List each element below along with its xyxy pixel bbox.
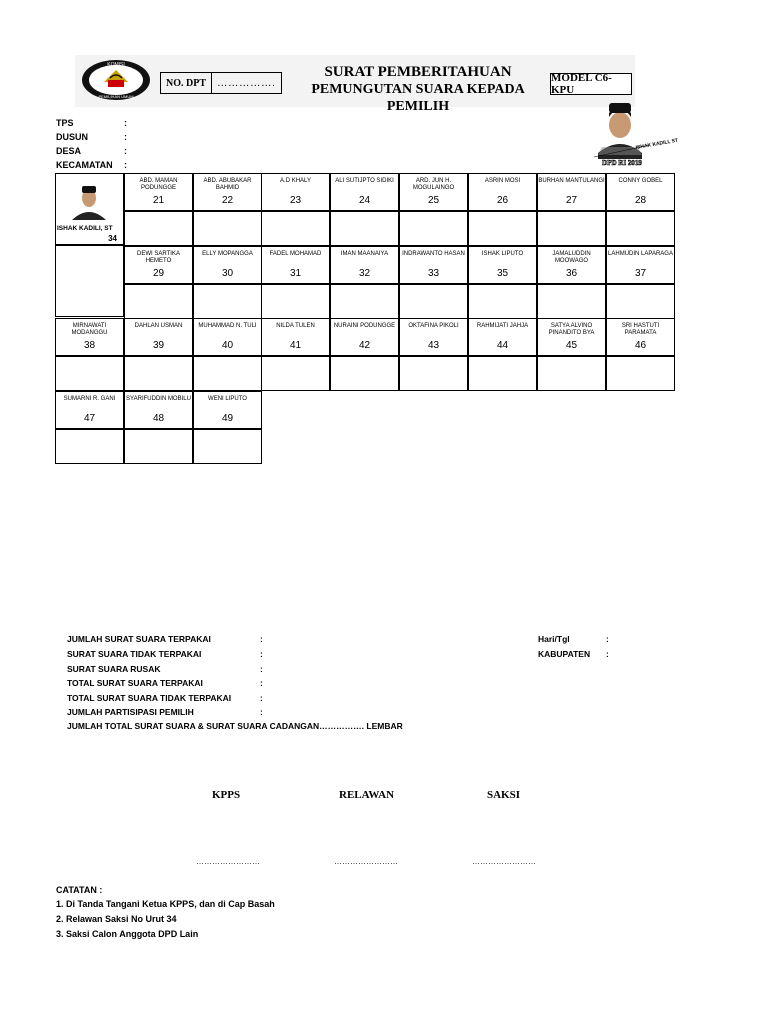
summary-label: JUMLAH PARTISIPASI PEMILIH xyxy=(67,707,194,717)
document-title xyxy=(288,64,548,115)
note-item: 3. Saksi Calon Anggota DPD Lain xyxy=(56,929,199,939)
candidate-vote-cell[interactable] xyxy=(193,429,262,464)
candidate-number: 41 xyxy=(289,340,302,351)
candidate-cell xyxy=(330,318,399,356)
candidate-number: 44 xyxy=(496,340,509,351)
featured-candidate-name: ISHAK KADILI, ST xyxy=(57,225,113,232)
candidate-cell xyxy=(193,173,262,211)
candidate-cell xyxy=(537,318,606,356)
title-line-2: PEMUNGUTAN SUARA KEPADA PEMILIH xyxy=(311,82,525,114)
candidate-name: SUMARNI R. GANI xyxy=(63,396,116,402)
candidate-cell xyxy=(468,318,537,356)
model-label: MODEL C6-KPU xyxy=(550,73,632,95)
notes-title: CATATAN : xyxy=(56,885,103,895)
candidate-vote-cell[interactable] xyxy=(468,356,537,391)
candidate-number: 33 xyxy=(427,268,440,279)
candidate-name: RAHMIJATI JAHJA xyxy=(476,323,529,329)
kabupaten-label: KABUPATEN xyxy=(538,649,591,659)
signature-role-kpps: KPPS xyxy=(212,789,241,801)
portrait-caption: ISHAK KADILI, ST xyxy=(635,137,679,151)
kabupaten-sep: : xyxy=(606,649,609,659)
candidate-vote-cell[interactable] xyxy=(399,356,468,391)
candidate-name: ABD. ABUBAKAR BAHMID xyxy=(203,178,252,191)
info-sep: : xyxy=(124,160,127,170)
candidate-vote-cell[interactable] xyxy=(468,284,537,319)
candidate-vote-cell[interactable] xyxy=(537,284,606,319)
candidate-vote-cell[interactable] xyxy=(537,211,606,246)
candidate-vote-cell[interactable] xyxy=(193,356,262,391)
candidate-name: ARD. JUN H. MOGULAINGO xyxy=(412,178,455,191)
candidate-cell xyxy=(606,246,675,284)
featured-candidate-photo xyxy=(68,180,110,220)
candidate-name: MIRNAWATI MODANGGU xyxy=(71,323,108,336)
note-item: 2. Relawan Saksi No Urut 34 xyxy=(56,914,177,924)
summary-label: SURAT SUARA RUSAK xyxy=(67,664,161,674)
candidate-number: 45 xyxy=(565,340,578,351)
candidate-name: SRI HASTUTI PARAMATA xyxy=(621,323,660,336)
candidate-name: LAHMUDIN LAPARAGA xyxy=(608,251,673,257)
candidate-cell xyxy=(193,318,262,356)
signature-role-saksi: SAKSI xyxy=(487,789,521,801)
candidate-vote-cell[interactable] xyxy=(330,356,399,391)
date-label: Hari/Tgl xyxy=(538,634,570,644)
no-dpt-label: NO. DPT xyxy=(161,73,212,93)
candidate-name: ELLY MOPANGGA xyxy=(202,251,253,257)
summary-sep: : xyxy=(260,664,263,674)
candidate-cell xyxy=(124,173,193,211)
candidate-vote-cell[interactable] xyxy=(193,211,262,246)
candidate-number: 31 xyxy=(289,268,302,279)
candidate-number: 42 xyxy=(358,340,371,351)
info-sep: : xyxy=(124,118,127,128)
featured-candidate-blank-cell xyxy=(55,245,124,317)
candidate-vote-cell[interactable] xyxy=(468,211,537,246)
candidate-cell xyxy=(261,173,330,211)
candidate-vote-cell[interactable] xyxy=(330,211,399,246)
candidate-name: MUHAMMAD N. TULI xyxy=(198,323,257,329)
candidate-number: 37 xyxy=(634,268,647,279)
info-sep: : xyxy=(124,132,127,142)
candidate-number: 23 xyxy=(289,195,302,206)
info-row-tps xyxy=(56,118,127,132)
date-sep: : xyxy=(606,634,609,644)
candidate-number: 21 xyxy=(152,195,165,206)
candidate-name: ALI SUTIJPTO SIDIKI xyxy=(335,178,394,184)
candidate-number: 40 xyxy=(221,340,234,351)
summary-label: JUMLAH SURAT SUARA TERPAKAI xyxy=(67,634,211,644)
candidate-cell xyxy=(124,318,193,356)
candidate-number: 46 xyxy=(634,340,647,351)
candidate-name: ISHAK LIPUTO xyxy=(481,251,524,257)
candidate-name: BURHAN MANTULANGI xyxy=(538,178,605,184)
candidate-vote-cell[interactable] xyxy=(330,284,399,319)
summary-total: JUMLAH TOTAL SURAT SUARA & SURAT SUARA CADANGAN……………. LEMBAR xyxy=(67,721,403,731)
candidate-cell xyxy=(537,246,606,284)
candidate-number: 48 xyxy=(152,413,165,424)
candidate-number: 47 xyxy=(83,413,96,424)
candidate-number: 24 xyxy=(358,195,371,206)
candidate-name: NURAINI PODUNGGE xyxy=(333,323,396,329)
candidate-cell xyxy=(261,318,330,356)
candidate-cell xyxy=(330,246,399,284)
candidate-name: DEWI SARTIKA HEMETO xyxy=(137,251,180,264)
candidate-name: JAMALUDDIN MOOWAGO xyxy=(552,251,591,264)
candidate-number: 35 xyxy=(496,268,509,279)
note-item: 1. Di Tanda Tangani Ketua KPPS, dan di Cap Basah xyxy=(56,899,275,909)
candidate-cell xyxy=(193,246,262,284)
candidate-cell xyxy=(399,246,468,284)
title-line-1: SURAT PEMBERITAHUAN xyxy=(324,64,512,80)
info-label: DUSUN xyxy=(56,132,89,142)
candidate-name: IMAN MAANAIYA xyxy=(340,251,389,257)
summary-sep: : xyxy=(260,693,263,703)
summary-label: TOTAL SURAT SUARA TIDAK TERPAKAI xyxy=(67,693,232,703)
candidate-cell xyxy=(606,318,675,356)
candidate-name: SYARIFUDDIN MOBILU xyxy=(126,396,191,402)
candidate-name: CONNY GOBEL xyxy=(618,178,663,184)
candidate-vote-cell[interactable] xyxy=(55,429,124,464)
candidate-number: 36 xyxy=(565,268,578,279)
candidate-vote-cell[interactable] xyxy=(261,284,330,319)
summary-label: SURAT SUARA TIDAK TERPAKAI xyxy=(67,649,202,659)
summary-sep: : xyxy=(260,678,263,688)
no-dpt-value: ……………. xyxy=(217,77,276,89)
logo-text-top: KOMISI xyxy=(107,62,125,68)
summary-sep: : xyxy=(260,707,263,717)
candidate-vote-cell[interactable] xyxy=(399,211,468,246)
candidate-cell xyxy=(55,391,124,429)
candidate-vote-cell[interactable] xyxy=(124,356,193,391)
candidate-name: ABD. MAMAN PODUNGGE xyxy=(139,178,178,191)
candidate-number: 27 xyxy=(565,195,578,206)
candidate-vote-cell[interactable] xyxy=(124,284,193,319)
candidate-vote-cell[interactable] xyxy=(606,284,675,319)
candidate-vote-cell[interactable] xyxy=(261,211,330,246)
candidate-vote-cell[interactable] xyxy=(606,356,675,391)
featured-candidate-number: 34 xyxy=(108,234,117,243)
candidate-name: A.D KHALY xyxy=(280,178,311,184)
info-row-desa xyxy=(56,146,127,160)
candidate-vote-cell[interactable] xyxy=(399,284,468,319)
candidate-name: WENI LIPUTO xyxy=(208,396,247,402)
candidate-cell xyxy=(468,246,537,284)
candidate-cell xyxy=(124,391,193,429)
info-sep: : xyxy=(124,146,127,156)
candidate-vote-cell[interactable] xyxy=(537,356,606,391)
candidate-vote-cell[interactable] xyxy=(55,356,124,391)
candidate-number: 49 xyxy=(221,413,234,424)
candidate-cell xyxy=(55,318,124,356)
kpu-logo xyxy=(80,58,152,102)
candidate-cell xyxy=(193,391,262,429)
candidate-name: ASRIN MOSI xyxy=(484,178,521,184)
candidate-number: 43 xyxy=(427,340,440,351)
candidate-number: 30 xyxy=(221,268,234,279)
candidate-cell xyxy=(399,173,468,211)
signature-role-relawan: RELAWAN xyxy=(339,789,395,801)
candidate-vote-cell[interactable] xyxy=(606,211,675,246)
candidate-vote-cell[interactable] xyxy=(124,429,193,464)
candidate-cell xyxy=(606,173,675,211)
candidate-vote-cell[interactable] xyxy=(261,356,330,391)
candidate-name: FADEL MOHAMAD xyxy=(269,251,322,257)
candidate-number: 38 xyxy=(83,340,96,351)
no-dpt-box xyxy=(160,72,282,94)
signature-line-relawan: …………………… xyxy=(334,857,398,866)
candidate-cell xyxy=(537,173,606,211)
candidate-cell xyxy=(399,318,468,356)
candidate-number: 28 xyxy=(634,195,647,206)
info-row-kecamatan xyxy=(56,160,127,174)
candidate-cell xyxy=(124,246,193,284)
location-info xyxy=(56,118,127,174)
info-label: KECAMATAN xyxy=(56,160,113,170)
candidate-portrait xyxy=(580,95,679,167)
signature-line-kpps: …………………… xyxy=(196,857,260,866)
candidate-name: NILDA TULEN xyxy=(276,323,315,329)
info-row-dusun xyxy=(56,132,127,146)
candidate-number: 39 xyxy=(152,340,165,351)
portrait-badge: DPD RI 2019 xyxy=(602,159,642,167)
summary-sep: : xyxy=(260,649,263,659)
candidate-name: SATYA ALVINO PINANDITO BYA xyxy=(548,323,595,336)
candidate-cell xyxy=(330,173,399,211)
candidate-number: 25 xyxy=(427,195,440,206)
logo-text-bottom: PEMILIHAN UMUM xyxy=(98,94,134,99)
candidate-number: 32 xyxy=(358,268,371,279)
candidate-number: 26 xyxy=(496,195,509,206)
candidate-name: INDRAWANTO HASAN xyxy=(402,251,465,257)
candidate-cell xyxy=(261,246,330,284)
info-label: TPS xyxy=(56,118,74,128)
summary-sep: : xyxy=(260,634,263,644)
info-label: DESA xyxy=(56,146,82,156)
signature-line-saksi: …………………… xyxy=(472,857,536,866)
candidate-number: 29 xyxy=(152,268,165,279)
candidate-vote-cell[interactable] xyxy=(124,211,193,246)
candidate-vote-cell[interactable] xyxy=(193,284,262,319)
summary-label: TOTAL SURAT SUARA TERPAKAI xyxy=(67,678,203,688)
candidate-name: OKTAFINA PIKOLI xyxy=(408,323,459,329)
featured-candidate-cell xyxy=(55,173,124,245)
candidate-name: DAHLAN USMAN xyxy=(134,323,183,329)
candidate-cell xyxy=(468,173,537,211)
candidate-number: 22 xyxy=(221,195,234,206)
